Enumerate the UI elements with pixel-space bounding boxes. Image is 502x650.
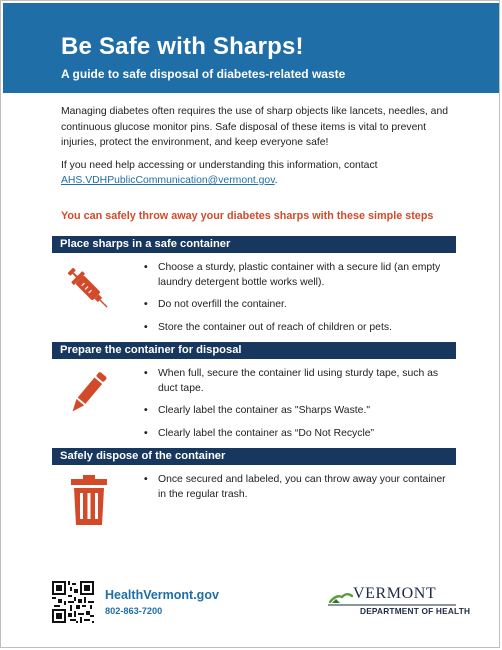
contact-email-link[interactable]: AHS.VDHPublicCommunication@vermont.gov — [61, 175, 275, 186]
trash-can-icon — [69, 474, 109, 526]
bullets-dispose-container — [144, 473, 456, 510]
header-banner — [3, 3, 499, 93]
section-heading-safe-container: Place sharps in a safe container — [52, 236, 456, 253]
list-item: • Clearly label the container as "Sharps Waste." — [144, 404, 456, 419]
syringe-icon — [63, 261, 113, 315]
bullets-safe-container — [144, 261, 456, 343]
page-subtitle: A guide to safe disposal of diabetes-related waste — [61, 67, 346, 81]
list-item: • When full, secure the container lid using sturdy tape, such as duct tape. — [144, 367, 456, 396]
list-item: • Clearly label the container as “Do Not Recycle” — [144, 427, 456, 442]
qr-code-icon[interactable] — [52, 581, 94, 623]
phone-number: 802-863-7200 — [105, 606, 163, 616]
website-link[interactable]: HealthVermont.gov — [105, 588, 219, 602]
page-title: Be Safe with Sharps! — [61, 33, 304, 60]
section-heading-dispose-container: Safely dispose of the container — [52, 448, 456, 465]
list-item: • Once secured and labeled, you can throw away your container in the regular trash. — [144, 473, 456, 502]
list-item: • Choose a sturdy, plastic container with a secure lid (an empty laundry detergent bottle works well). — [144, 261, 456, 290]
steps-intro: You can safely throw away your diabetes sharps with these simple steps — [61, 210, 434, 222]
bullets-prepare-container — [144, 367, 456, 449]
vermont-logo-department: DEPARTMENT OF HEALTH — [360, 606, 471, 616]
contact-paragraph — [61, 158, 456, 189]
vermont-logo-name: VERMONT — [353, 585, 437, 602]
list-item: • Do not overfill the container. — [144, 298, 456, 313]
list-item: • Store the container out of reach of children or pets. — [144, 321, 456, 336]
contact-text: If you need help accessing or understanding this information, contact — [61, 159, 378, 171]
section-heading-prepare-container: Prepare the container for disposal — [52, 342, 456, 359]
intro-paragraph: Managing diabetes often requires the use of sharp objects like lancets, needles, and continuous glucose monitor pins. Safe disposal of these items is vital to prevent injuries, protect the environment, and keep everyone safe! — [61, 106, 449, 148]
intro-text — [61, 104, 456, 196]
pencil-icon — [65, 367, 111, 419]
contact-end: . — [274, 175, 278, 186]
